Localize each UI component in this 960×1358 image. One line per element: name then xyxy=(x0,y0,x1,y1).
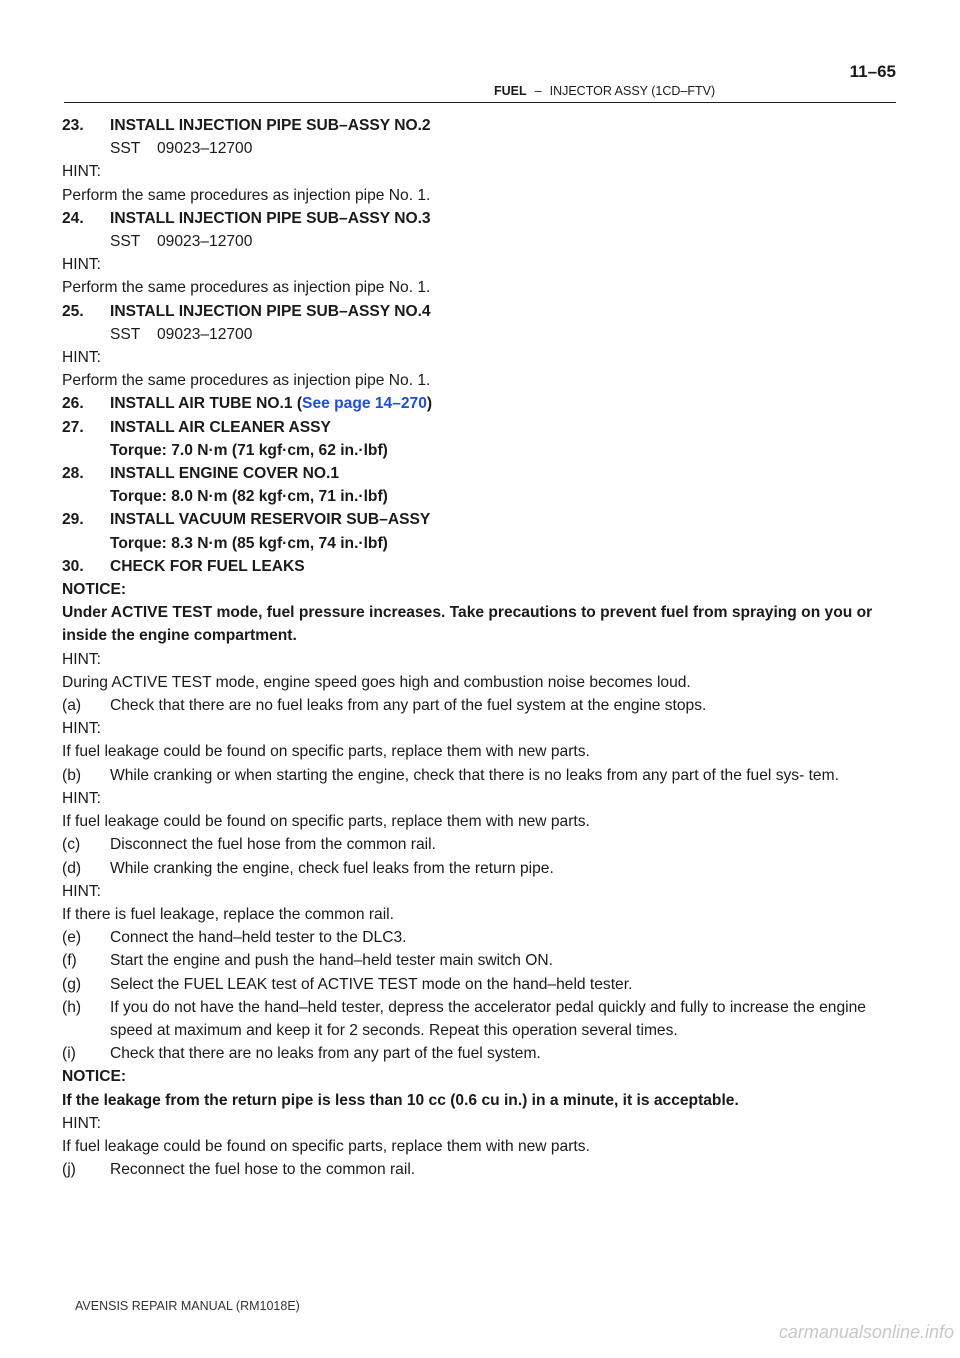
substep-b-hint-label: HINT: xyxy=(62,789,101,807)
step-23-hint-label: HINT: xyxy=(62,163,101,181)
substep-d: (d) While cranking the engine, check fuel leaks from the return pipe. xyxy=(62,859,554,877)
substep-f: (f) Start the engine and push the hand–held tester main switch ON. xyxy=(62,952,553,970)
step-27-torque: Torque: 7.0 N·m (71 kgf·cm, 62 in.·lbf) xyxy=(110,441,388,459)
substep-h: (h) If you do not have the hand–held tester, depress the accelerator pedal quickly and fully to increase the engine speed at maximum and keep it for 2 seconds. Repeat this operation several times. xyxy=(62,998,866,1039)
substep-e: (e) Connect the hand–held tester to the DLC3. xyxy=(62,929,407,947)
step-28-torque: Torque: 8.0 N·m (82 kgf·cm, 71 in.·lbf) xyxy=(110,488,388,506)
hint2-text: If fuel leakage could be found on specific parts, replace them with new parts. xyxy=(62,1137,590,1155)
step-24-hint: Perform the same procedures as injection pipe No. 1. xyxy=(62,279,431,297)
substep-b: (b) While cranking or when starting the engine, check that there is no leaks from any part of the fuel sys- tem. xyxy=(62,766,839,784)
page-number: 11–65 xyxy=(849,62,896,81)
substep-a: (a) Check that there are no fuel leaks from any part of the fuel system at the engine stops. xyxy=(62,697,707,715)
substep-b-hint: If fuel leakage could be found on specific parts, replace them with new parts. xyxy=(62,813,590,831)
step-29-torque: Torque: 8.3 N·m (85 kgf·cm, 74 in.·lbf) xyxy=(110,534,388,552)
step-23-sst: SST 09023–12700 xyxy=(110,140,253,158)
step-25-sst: SST 09023–12700 xyxy=(110,325,253,343)
see-page-link[interactable]: See page 14–270 xyxy=(302,395,427,413)
notice-text: Under ACTIVE TEST mode, fuel pressure increases. Take precautions to prevent fuel from spraying on you or inside the engine compartment. xyxy=(62,604,873,645)
step-24-title: 24. INSTALL INJECTION PIPE SUB–ASSY NO.3 xyxy=(62,209,431,227)
step-25-title: 25. INSTALL INJECTION PIPE SUB–ASSY NO.4 xyxy=(62,302,431,320)
substep-d-hint: If there is fuel leakage, replace the common rail. xyxy=(62,905,394,923)
step-24-hint-label: HINT: xyxy=(62,256,101,274)
substep-d-hint-label: HINT: xyxy=(62,882,101,900)
header-dash: – xyxy=(534,84,542,98)
step-27-title: 27. INSTALL AIR CLEANER ASSY xyxy=(62,418,331,436)
substep-j: (j) Reconnect the fuel hose to the common rail. xyxy=(62,1161,416,1179)
step-24-sst: SST 09023–12700 xyxy=(110,233,253,251)
step-29-title: 29. INSTALL VACUUM RESERVOIR SUB–ASSY xyxy=(62,511,431,529)
page-header xyxy=(64,60,896,103)
hint-text: During ACTIVE TEST mode, engine speed goes high and combustion noise becomes loud. xyxy=(62,673,691,691)
header-topic: INJECTOR ASSY (1CD–FTV) xyxy=(549,84,716,98)
notice2-text: If the leakage from the return pipe is less than 10 cc (0.6 cu in.) in a minute, it is acceptable. xyxy=(62,1091,739,1109)
step-25-hint-label: HINT: xyxy=(62,349,101,367)
watermark: carmanualsonline.info xyxy=(778,1322,954,1342)
notice2-label: NOTICE: xyxy=(62,1068,127,1086)
step-30-title: 30. CHECK FOR FUEL LEAKS xyxy=(62,557,305,575)
page-footer: AVENSIS REPAIR MANUAL (RM1018E) xyxy=(75,1299,300,1313)
step-26-title: 26. INSTALL AIR TUBE NO.1 (See page 14–270) xyxy=(62,395,433,413)
notice-label: NOTICE: xyxy=(62,581,127,599)
hint-label: HINT: xyxy=(62,650,101,668)
step-25-hint: Perform the same procedures as injection pipe No. 1. xyxy=(62,372,431,390)
step-23-hint: Perform the same procedures as injection pipe No. 1. xyxy=(62,186,431,204)
header-section-name: FUEL xyxy=(494,84,527,98)
step-23-title: 23. INSTALL INJECTION PIPE SUB–ASSY NO.2 xyxy=(62,117,431,134)
substep-a-hint: If fuel leakage could be found on specific parts, replace them with new parts. xyxy=(62,743,590,761)
hint2-label: HINT: xyxy=(62,1114,101,1132)
step-28-title: 28. INSTALL ENGINE COVER NO.1 xyxy=(62,465,340,483)
manual-content xyxy=(62,114,902,1181)
substep-c: (c) Disconnect the fuel hose from the common rail. xyxy=(62,836,436,854)
substep-a-hint-label: HINT: xyxy=(62,720,101,738)
substep-i: (i) Check that there are no leaks from any part of the fuel system. xyxy=(62,1045,541,1063)
substep-g: (g) Select the FUEL LEAK test of ACTIVE TEST mode on the hand–held tester. xyxy=(62,975,633,993)
header-section xyxy=(494,84,715,98)
